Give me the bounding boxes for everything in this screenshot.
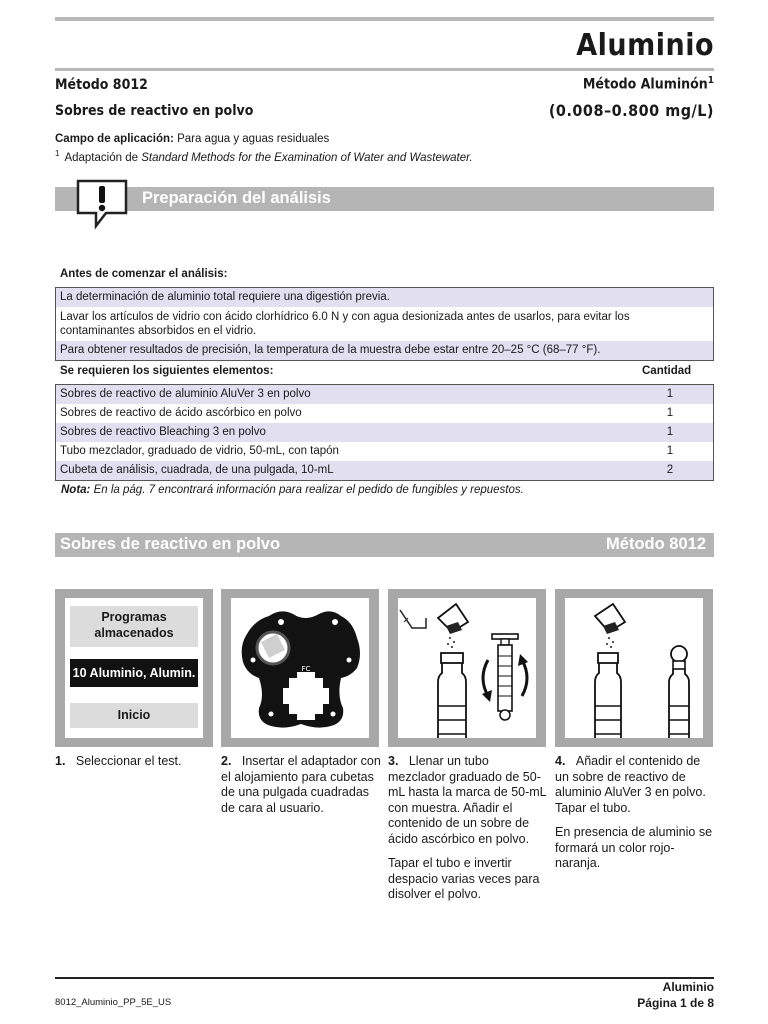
footnote-marker: 1 (55, 149, 60, 158)
quantity-header: Cantidad (642, 365, 692, 377)
step-1 (55, 754, 215, 779)
stored-programs-line1: Programas (101, 610, 167, 624)
start-button[interactable]: Inicio (70, 703, 198, 728)
scope-line (55, 133, 329, 145)
table-row (56, 423, 713, 442)
measurement-range: (0.008–0.800 mg/L) (548, 101, 714, 120)
step-text: Llenar un tubo mezclador graduado de 50-mL hasta la marca de 50-mL con muestra. Añadir el contenido de un sobre de ácido ascórbico en polvo. (388, 754, 547, 846)
method-name-text: Método Aluminón (582, 76, 708, 93)
step-number: 3. (388, 754, 399, 768)
scope-text: Para agua y aguas residuales (177, 133, 330, 145)
item-name: Sobres de reactivo de aluminio AluVer 3 en polvo (60, 388, 311, 400)
step-2 (221, 754, 381, 825)
step-3-illustration (388, 589, 546, 747)
step-number: 2. (221, 754, 232, 768)
stored-programs-line2: almacenados (94, 626, 174, 640)
table-row (56, 404, 713, 423)
required-label: Se requieren los siguientes elementos: (60, 365, 274, 377)
item-name: Tubo mezclador, graduado de vidrio, 50-mL, con tapón (60, 445, 339, 457)
section-banner-method: Método 8012 (606, 535, 706, 553)
step-3 (388, 754, 548, 912)
before-table (55, 287, 714, 361)
before-row-text: Para obtener resultados de precisión, la temperatura de la muestra debe estar entre 20–25 °C (68–77 °F). (60, 344, 601, 356)
prep-banner-title: Preparación del análisis (142, 189, 331, 207)
footnote-prefix: Adaptación de (64, 151, 138, 164)
item-name: Sobres de reactivo Bleaching 3 en polvo (60, 426, 266, 438)
selected-program[interactable]: 10 Aluminio, Alumin. (70, 659, 198, 687)
note (61, 484, 524, 496)
document-title: Aluminio (576, 28, 714, 63)
stored-programs-button[interactable] (70, 606, 198, 647)
top-rule (55, 17, 714, 21)
step-text: Añadir el contenido de un sobre de reactivo de aluminio AluVer 3 en polvo. Tapar el tubo. (555, 754, 706, 815)
table-row (56, 442, 713, 461)
before-row-text: Lavar los artículos de vidrio con ácido clorhídrico 6.0 N y con agua desionizada antes de usarlos, para evitar los contaminantes absorbidos en el vidrio. (60, 311, 630, 337)
footnote-source: Standard Methods for the Examination of Water and Wastewater. (141, 151, 473, 164)
before-label: Antes de comenzar el análisis: (60, 268, 228, 280)
item-qty: 1 (666, 445, 674, 457)
scope-label: Campo de aplicación: (55, 133, 174, 145)
step-text: Seleccionar el test. (75, 754, 182, 768)
adapter-icon (231, 598, 369, 738)
prep-banner (55, 187, 714, 211)
reagent-pillow-icon (565, 598, 703, 738)
footnote (55, 149, 473, 164)
before-row-text: La determinación de aluminio total requiere una digestión previa. (60, 291, 390, 303)
item-qty: 1 (666, 388, 674, 400)
table-row (56, 385, 713, 404)
method-number: Método 8012 (55, 77, 148, 93)
method-name (583, 75, 714, 93)
section-banner-title: Sobres de reactivo en polvo (60, 535, 281, 553)
before-row (56, 307, 713, 341)
step-2-illustration (221, 589, 379, 747)
mixing-cylinder-icon (398, 598, 536, 738)
before-row (56, 341, 713, 360)
warning-icon (74, 179, 130, 231)
document-code: 8012_Aluminio_PP_5E_US (55, 997, 172, 1008)
step-text: Insertar el adaptador con el alojamiento para cubetas de una pulgada cuadradas de cara al usuario. (221, 754, 381, 815)
instrument-screen (65, 598, 203, 738)
title-rule (55, 68, 714, 71)
item-name: Sobres de reactivo de ácido ascórbico en polvo (60, 407, 302, 419)
method-subtitle: Sobres de reactivo en polvo (55, 103, 254, 119)
step-number: 1. (55, 754, 66, 768)
before-row (56, 288, 713, 307)
item-name: Cubeta de análisis, cuadrada, de una pulgada, 10-mL (60, 464, 334, 476)
note-text: En la pág. 7 encontrará información para realizar el pedido de fungibles y repuestos. (93, 484, 524, 496)
table-row (56, 461, 713, 480)
step-4 (555, 754, 715, 881)
adapter-label: FC (301, 665, 311, 673)
item-qty: 1 (666, 426, 674, 438)
page-number: Página 1 de 8 (637, 996, 714, 1010)
method-name-footnote-marker: 1 (707, 75, 714, 86)
item-qty: 1 (666, 407, 674, 419)
step-1-illustration (55, 589, 213, 747)
item-qty: 2 (666, 464, 674, 476)
section-banner (55, 533, 714, 557)
step-text: Tapar el tubo e invertir despacio varias veces para disolver el polvo. (388, 856, 540, 901)
footer-rule (55, 977, 714, 979)
footer-title: Aluminio (662, 980, 714, 994)
step-number: 4. (555, 754, 566, 768)
step-text: En presencia de aluminio se formará un color rojo-naranja. (555, 825, 713, 870)
required-table (55, 384, 714, 481)
step-4-illustration (555, 589, 713, 747)
note-label: Nota: (61, 484, 91, 496)
